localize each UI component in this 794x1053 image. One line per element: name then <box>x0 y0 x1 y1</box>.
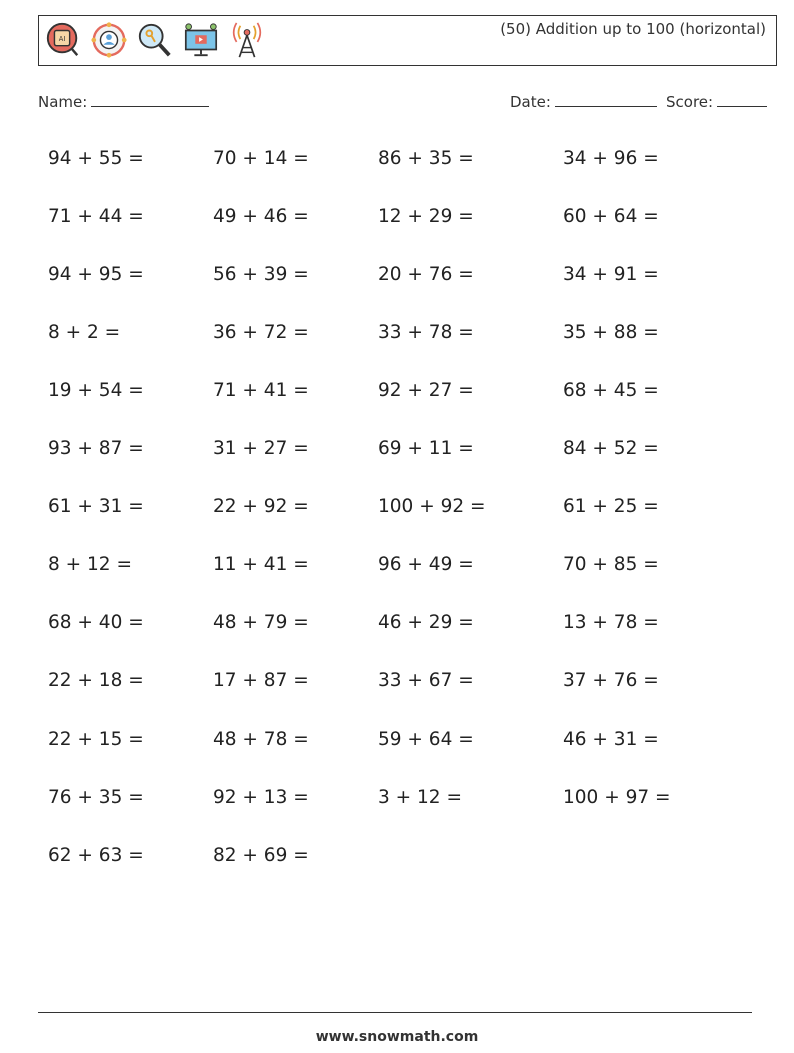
problem-item: 100 + 92 = <box>378 496 486 517</box>
problem-item: 33 + 78 = <box>378 322 474 343</box>
problem-item: 71 + 44 = <box>48 206 144 227</box>
antenna-tower-icon <box>228 20 266 60</box>
problem-item: 3 + 12 = <box>378 787 462 808</box>
date-field[interactable] <box>510 93 657 111</box>
worksheet-title: (50) Addition up to 100 (horizontal) <box>500 20 766 38</box>
date-line[interactable] <box>555 94 657 107</box>
score-line[interactable] <box>717 94 767 107</box>
problem-item: 61 + 25 = <box>563 496 659 517</box>
problem-item: 8 + 12 = <box>48 554 132 575</box>
problem-item: 71 + 41 = <box>213 380 309 401</box>
problem-item: 19 + 54 = <box>48 380 144 401</box>
problem-item: 33 + 67 = <box>378 670 474 691</box>
problem-item: 37 + 76 = <box>563 670 659 691</box>
problem-item: 34 + 91 = <box>563 264 659 285</box>
problem-item: 93 + 87 = <box>48 438 144 459</box>
problem-item: 22 + 15 = <box>48 729 144 750</box>
problem-item: 92 + 13 = <box>213 787 309 808</box>
problem-item: 76 + 35 = <box>48 787 144 808</box>
problem-item: 36 + 72 = <box>213 322 309 343</box>
problem-item: 49 + 46 = <box>213 206 309 227</box>
svg-text:AI: AI <box>58 34 66 43</box>
problem-item: 22 + 18 = <box>48 670 144 691</box>
ai-chip-icon <box>44 20 82 60</box>
problem-item: 22 + 92 = <box>213 496 309 517</box>
footer-url: www.snowmath.com <box>315 1029 479 1045</box>
name-field[interactable] <box>38 93 209 111</box>
score-field[interactable] <box>666 93 767 111</box>
problem-item: 96 + 49 = <box>378 554 474 575</box>
problem-item: 31 + 27 = <box>213 438 309 459</box>
problem-item: 69 + 11 = <box>378 438 474 459</box>
problem-item: 59 + 64 = <box>378 729 474 750</box>
problem-item: 48 + 78 = <box>213 729 309 750</box>
problem-item: 17 + 87 = <box>213 670 309 691</box>
user-network-icon <box>90 20 128 60</box>
score-label: Score: <box>666 93 714 111</box>
problem-item: 46 + 29 = <box>378 612 474 633</box>
problem-item: 68 + 45 = <box>563 380 659 401</box>
worksheet-header <box>38 15 777 66</box>
footer-divider <box>38 1012 752 1013</box>
problem-item: 86 + 35 = <box>378 148 474 169</box>
problem-item: 70 + 14 = <box>213 148 309 169</box>
magnifier-key-icon <box>136 20 174 60</box>
problem-item: 35 + 88 = <box>563 322 659 343</box>
problem-item: 60 + 64 = <box>563 206 659 227</box>
problem-item: 100 + 97 = <box>563 787 671 808</box>
date-label: Date: <box>510 93 551 111</box>
problem-item: 46 + 31 = <box>563 729 659 750</box>
problem-item: 34 + 96 = <box>563 148 659 169</box>
problem-item: 11 + 41 = <box>213 554 309 575</box>
name-line[interactable] <box>91 94 209 107</box>
problem-item: 70 + 85 = <box>563 554 659 575</box>
problem-item: 56 + 39 = <box>213 264 309 285</box>
header-icons <box>44 20 266 60</box>
problem-item: 12 + 29 = <box>378 206 474 227</box>
problem-item: 48 + 79 = <box>213 612 309 633</box>
problem-item: 94 + 55 = <box>48 148 144 169</box>
problem-item: 94 + 95 = <box>48 264 144 285</box>
problem-item: 61 + 31 = <box>48 496 144 517</box>
problem-item: 62 + 63 = <box>48 845 144 866</box>
problem-item: 8 + 2 = <box>48 322 121 343</box>
problem-item: 84 + 52 = <box>563 438 659 459</box>
problem-item: 82 + 69 = <box>213 845 309 866</box>
problem-item: 20 + 76 = <box>378 264 474 285</box>
problem-item: 92 + 27 = <box>378 380 474 401</box>
name-label: Name: <box>38 93 88 111</box>
problem-item: 13 + 78 = <box>563 612 659 633</box>
monitor-video-icon <box>182 20 220 60</box>
problem-item: 68 + 40 = <box>48 612 144 633</box>
